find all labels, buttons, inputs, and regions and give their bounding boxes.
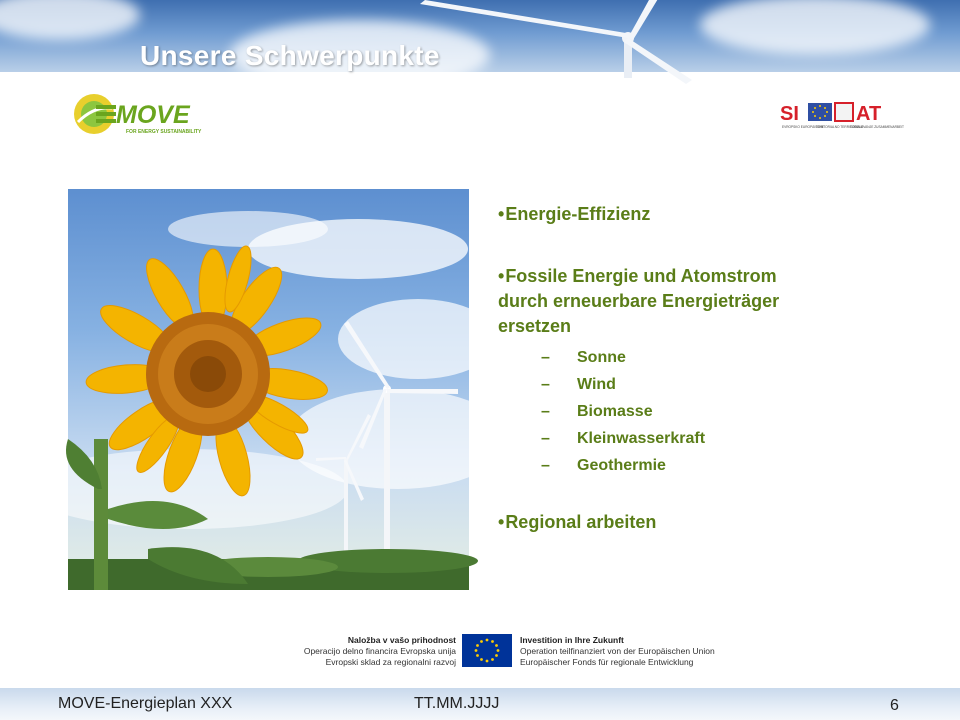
bullet-regional-work xyxy=(498,510,858,535)
eu-funding-banner xyxy=(282,632,715,672)
eu-left-line2: Evropski sklad za regionalni razvoj xyxy=(325,657,456,667)
move-logo-tagline: FOR ENERGY SUSTAINABILITY xyxy=(126,129,202,135)
bullet-marker: • xyxy=(498,204,505,224)
move-logo xyxy=(72,92,212,138)
slide-title: Unsere Schwerpunkte xyxy=(140,40,440,71)
eu-left-title: Naložba v vašo prihodnost xyxy=(347,635,456,645)
siat-caption-3: SODELOVANJE ZUSAMMENARBEIT xyxy=(850,125,904,129)
bullet-text-line2: durch erneuerbare Energieträger xyxy=(498,291,780,311)
eu-text-slovenian xyxy=(256,635,456,668)
sunflower-wind-photo xyxy=(68,189,469,590)
siat-logo-at: AT xyxy=(856,103,882,125)
subitem-geothermie: – Geothermie xyxy=(541,457,666,474)
eu-flag-icon xyxy=(462,634,512,667)
eu-right-title: Investition in Ihre Zukunft xyxy=(520,635,624,645)
siat-logo xyxy=(778,98,904,134)
eu-text-german xyxy=(520,635,720,668)
slide-footer xyxy=(0,688,960,720)
bullet-marker: • xyxy=(498,266,505,286)
bullet-text-line3: ersetzen xyxy=(498,316,572,336)
header-banner xyxy=(0,0,960,72)
bullet-text: Energie-Effizienz xyxy=(505,204,651,224)
siat-logo-si: SI xyxy=(780,103,799,125)
bullet-text-line1: Fossile Energie und Atomstrom xyxy=(505,266,777,286)
eu-right-line1: Operation teilfinanziert von der Europäischen Union xyxy=(520,646,715,656)
siat-caption-1: EVROPSKO EUROPÄISCHE xyxy=(782,125,824,129)
bullet-text: Regional arbeiten xyxy=(505,512,657,532)
move-logo-text: MOVE xyxy=(116,101,190,129)
subitem-wind: – Wind xyxy=(541,376,616,393)
footer-date: TT.MM.JJJJ xyxy=(414,695,500,712)
eu-right-line2: Europäischer Fonds für regionale Entwicklung xyxy=(520,657,694,667)
eu-left-line1: Operacijo delno financira Evropska unija xyxy=(303,646,456,656)
bullet-renewable-replacement xyxy=(498,264,858,339)
renewable-sources-list xyxy=(541,344,705,479)
siat-caption-2: TERITORIALNO TERRITORIALE xyxy=(816,125,864,129)
subitem-kleinwasserkraft: – Kleinwasserkraft xyxy=(541,430,706,447)
footer-project-name: MOVE-Energieplan XXX xyxy=(58,695,233,712)
page-number: 6 xyxy=(890,697,899,714)
subitem-sonne: – Sonne xyxy=(541,349,626,366)
subitem-biomasse: – Biomasse xyxy=(541,403,653,420)
bullet-energy-efficiency xyxy=(498,202,858,227)
bullet-marker: • xyxy=(498,512,505,532)
